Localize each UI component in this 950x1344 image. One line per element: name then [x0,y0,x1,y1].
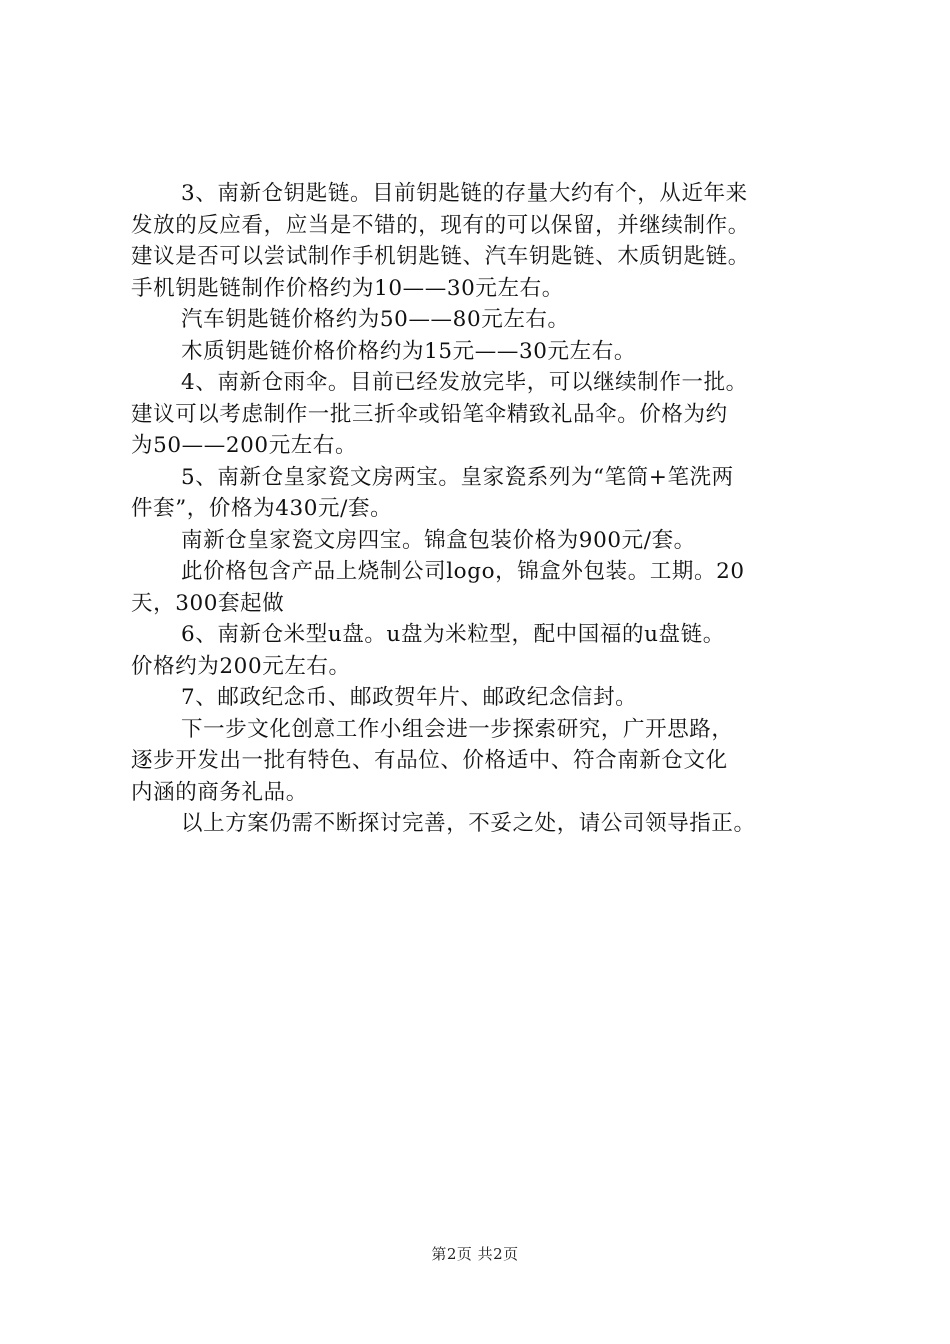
text-line: 下一步文化创意工作小组会进一步探索研究，广开思路， [181,716,734,742]
text-line: 5、南新仓皇家瓷文房两宝。皇家瓷系列为“笔筒+笔洗两 [181,464,734,490]
text-line: 内涵的商务礼品。 [131,779,308,805]
text-line: 3、南新仓钥匙链。目前钥匙链的存量大约有个，从近年来 [181,181,748,206]
text-line: 手机钥匙链制作价格约为10——30元左右。 [131,275,564,301]
text-line: 南新仓皇家瓷文房四宝。锦盒包装价格为900元/套。 [181,527,696,553]
text-line: 逐步开发出一批有特色、有品位、价格适中、符合南新仓文化 [131,748,728,773]
text-line: 发放的反应看，应当是不错的，现有的可以保留，并继续制作。 [131,212,750,238]
text-line: 为50——200元左右。 [131,433,358,458]
text-line: 建议是否可以尝试制作手机钥匙链、汽车钥匙链、木质钥匙链。 [131,244,750,269]
text-line: 7、邮政纪念币、邮政贺年片、邮政纪念信封。 [181,685,638,710]
text-line: 件套”，价格为430元/套。 [131,496,393,521]
text-line: 木质钥匙链价格价格约为15元——30元左右。 [181,338,636,364]
text-line: 以上方案仍需不断探讨完善，不妥之处，请公司领导指正。 [181,811,756,836]
text-line: 建议可以考虑制作一批三折伞或铅笔伞精致礼品伞。价格为约 [131,401,728,427]
text-line: 汽车钥匙链价格约为50——80元左右。 [181,307,570,332]
page-footer: 第2页 共2页 [431,1245,519,1263]
text-line: 价格约为200元左右。 [131,653,351,679]
text-line: 此价格包含产品上烧制公司logo，锦盒外包装。工期。20 [181,559,745,584]
text-line: 4、南新仓雨伞。目前已经发放完毕，可以继续制作一批。 [181,370,748,395]
text-line: 天，300套起做 [131,590,285,616]
text-line: 6、南新仓米型u盘。u盘为米粒型，配中国福的u盘链。 [181,622,725,647]
document-body [131,178,861,840]
